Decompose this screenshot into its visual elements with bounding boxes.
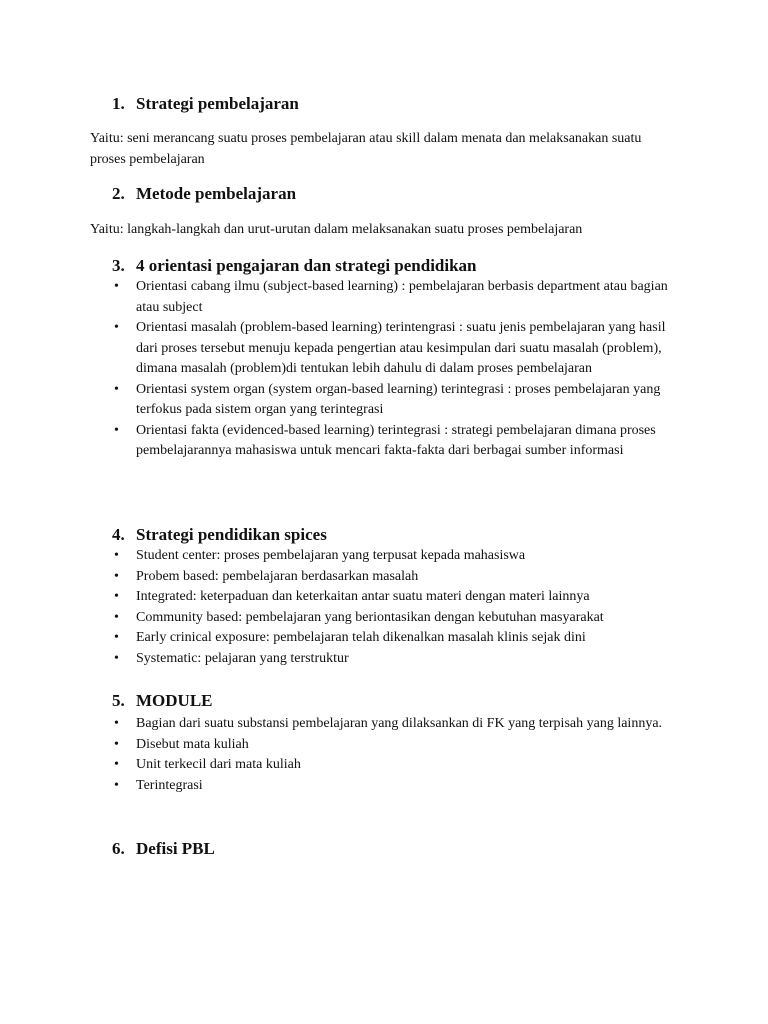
list-item-text: Integrated: keterpaduan dan keterkaitan antar suatu materi dengan materi lainnya (136, 589, 590, 604)
bullet-icon: • (114, 548, 119, 563)
section-2-heading (112, 183, 296, 205)
list-item-text: Orientasi cabang ilmu (subject-based learning) : pembelajaran berbasis department atau bagian atau subject (136, 279, 668, 315)
list-item-text: Systematic: pelajaran yang terstruktur (136, 650, 349, 666)
list-item (114, 714, 676, 735)
bullet-icon: • (114, 381, 119, 397)
section-5-number: 5. (112, 691, 125, 710)
list-item-text: Orientasi masalah (problem-based learning) terintengrasi : suatu jenis pembelajaran yang hasil dari proses tersebut menuju kepada pengertian atau kesimpulan dari suatu masalah (problem), dimana masalah (problem)di tentukan lebih dahulu di dalam proses pembelajaran (136, 320, 666, 376)
list-item (114, 277, 676, 318)
list-item-text: Student center: proses pembelajaran yang terpusat kepada mahasiswa (136, 548, 526, 563)
section-1-description: Yaitu: seni merancang suatu proses pembelajaran atau skill dalam menata dan melaksanakan suatu proses pembelajaran (90, 131, 642, 167)
bullet-icon: • (114, 650, 119, 666)
section-1-title: Strategi pembelajaran (136, 94, 299, 113)
section-1-number: 1. (112, 94, 125, 113)
section-3-number: 3. (112, 256, 125, 275)
list-item (114, 776, 676, 797)
section-3-heading (112, 255, 477, 277)
bullet-icon: • (114, 279, 119, 294)
bullet-icon: • (114, 736, 119, 752)
list-item-text: Probem based: pembelajaran berdasarkan masalah (136, 568, 419, 584)
list-item (114, 628, 676, 649)
list-item-text: Disebut mata kuliah (136, 736, 249, 752)
bullet-icon: • (114, 609, 119, 625)
bullet-icon: • (114, 320, 119, 335)
section-5-heading (112, 690, 213, 712)
list-item-text: Community based: pembelajaran yang beriontasikan dengan kebutuhan masyarakat (136, 609, 604, 625)
list-item-text: Unit terkecil dari mata kuliah (136, 757, 301, 772)
section-6-heading (112, 838, 215, 860)
list-item-text: Orientasi system organ (system organ-based learning) terintegrasi : proses pembelajaran yang terfokus pada sistem organ yang terintegrasi (136, 381, 661, 417)
section-2-title: Metode pembelajaran (136, 184, 297, 203)
list-item (114, 608, 676, 629)
bullet-icon: • (114, 757, 119, 772)
bullet-icon: • (114, 777, 119, 793)
section-6-title: Defisi PBL (136, 839, 215, 858)
section-1-heading (112, 93, 299, 115)
section-4-heading (112, 524, 327, 546)
bullet-icon: • (114, 716, 119, 731)
list-item (114, 318, 676, 380)
list-item (114, 755, 676, 776)
section-6-number: 6. (112, 839, 125, 858)
section-4-number: 4. (112, 525, 125, 544)
list-item (114, 567, 676, 588)
list-item (114, 380, 676, 421)
section-4-list (114, 546, 676, 669)
bullet-icon: • (114, 568, 119, 584)
list-item-text: Bagian dari suatu substansi pembelajaran yang dilaksankan di FK yang terpisah yang lainnya. (136, 716, 663, 731)
list-item (114, 421, 676, 462)
section-5-title: MODULE (136, 691, 213, 710)
list-item (114, 587, 676, 608)
list-item (114, 735, 676, 756)
list-item (114, 546, 676, 567)
section-4-title: Strategi pendidikan spices (136, 525, 327, 544)
list-item (114, 649, 676, 670)
section-3-list (114, 277, 676, 462)
bullet-icon: • (114, 422, 119, 438)
bullet-icon: • (114, 589, 119, 604)
list-item-text: Terintegrasi (136, 777, 203, 793)
section-2-description: Yaitu: langkah-langkah dan urut-urutan dalam melaksanakan suatu proses pembelajaran (90, 222, 583, 237)
list-item-text: Orientasi fakta (evidenced-based learning) terintegrasi : strategi pembelajaran dimana proses pembelajarannya mahasiswa untuk mencari fakta-fakta dari berbagai sumber informasi (136, 422, 656, 458)
section-2-number: 2. (112, 184, 125, 203)
bullet-icon: • (114, 630, 119, 645)
section-3-title: 4 orientasi pengajaran dan strategi pendidikan (136, 256, 477, 275)
section-5-list (114, 714, 676, 796)
list-item-text: Early crinical exposure: pembelajaran telah dikenalkan masalah klinis sejak dini (136, 630, 586, 645)
